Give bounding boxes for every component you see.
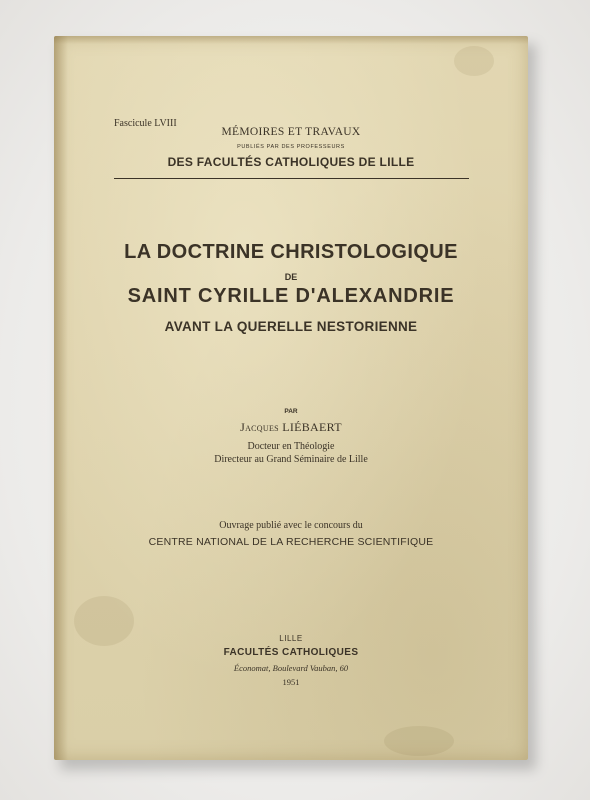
series-institution: DES FACULTÉS CATHOLIQUES DE LILLE [167,155,415,169]
header-rule [114,178,469,179]
book-cover [54,36,528,760]
paper-stain [384,726,454,756]
publisher-city: LILLE [279,634,303,643]
author-position: Directeur au Grand Séminaire de Lille [214,454,368,465]
publisher-name: FACULTÉS CATHOLIQUES [223,647,359,658]
book-title-line3: SAINT CYRILLE D'ALEXANDRIE [127,285,455,307]
book-subtitle: AVANT LA QUERELLE NESTORIENNE [164,319,418,334]
series-subtitle: PUBLIÉS PAR DES PROFESSEURS [237,144,345,150]
sponsor-name: CENTRE NATIONAL DE LA RECHERCHE SCIENTIFIQUE [148,536,434,548]
author-name: Jacques LIÉBAERT [240,420,342,434]
top-edge [54,36,528,44]
author-credential: Docteur en Théologie [247,441,335,452]
publication-year: 1951 [282,677,300,687]
paper-stain [454,46,494,76]
publisher-address: Économat, Boulevard Vauban, 60 [233,663,349,673]
book-title-line2: DE [284,272,298,282]
by-label: PAR [284,408,298,415]
publication-note: Ouvrage publié avec le concours du [219,520,363,531]
book-title-line1: LA DOCTRINE CHRISTOLOGIQUE [124,241,458,263]
series-title: MÉMOIRES ET TRAVAUX [221,126,361,138]
fascicule-number: Fascicule LVIII [114,118,177,129]
